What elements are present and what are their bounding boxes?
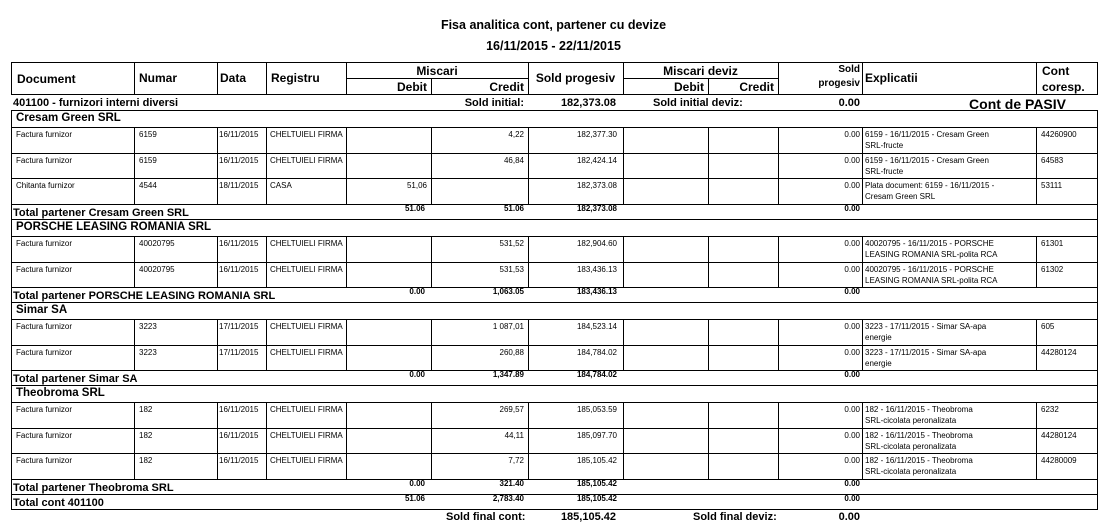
explicatie-line1: 6159 - 16/11/2015 - Cresam Green bbox=[865, 130, 989, 139]
table-row-border bbox=[11, 453, 1098, 454]
explicatie-line1: 3223 - 17/11/2015 - Simar SA-apa bbox=[865, 347, 987, 357]
partner-total-sold: 184,784.02 bbox=[576, 370, 617, 379]
doc-type: Factura furnizor bbox=[16, 405, 73, 414]
partner-name: PORSCHE LEASING ROMANIA SRL bbox=[16, 221, 212, 233]
col-header-sold-progesiv: Sold progesiv bbox=[535, 71, 616, 85]
column-divider bbox=[623, 127, 624, 204]
doc-type: Factura furnizor bbox=[16, 239, 73, 248]
explicatie-line2: Cresam Green SRL bbox=[865, 192, 936, 201]
explicatie-line2: energie bbox=[865, 333, 892, 342]
column-divider bbox=[528, 127, 529, 204]
doc-registry: CHELTUIELI FIRMA bbox=[270, 155, 343, 165]
column-divider bbox=[778, 127, 779, 204]
sold-deviz-value: 0.00 bbox=[844, 347, 860, 357]
col-header-registru: Registru bbox=[271, 71, 320, 85]
header-column-divider bbox=[266, 62, 267, 95]
column-divider bbox=[778, 319, 779, 370]
partner-total-sold: 185,105.42 bbox=[576, 479, 617, 488]
column-divider bbox=[623, 402, 624, 479]
partner-name: Theobroma SRL bbox=[16, 387, 105, 399]
col-header-credit: Credit bbox=[489, 80, 524, 94]
table-row-border bbox=[11, 262, 1098, 263]
column-divider bbox=[778, 236, 779, 287]
explicatie-line2: SRL-cicolata peronalizata bbox=[865, 416, 957, 425]
credit-value: 4,22 bbox=[508, 130, 524, 139]
doc-number: 182 bbox=[139, 405, 153, 414]
doc-number: 4544 bbox=[139, 181, 157, 190]
partner-total-sold-deviz: 0.00 bbox=[844, 370, 860, 379]
explicatie-line1: 182 - 16/11/2015 - Theobroma bbox=[865, 405, 973, 414]
credit-value: 1 087,01 bbox=[492, 322, 524, 331]
column-divider bbox=[528, 402, 529, 479]
sold-final-deviz-label: Sold final deviz: bbox=[693, 511, 777, 523]
total-cont-border bbox=[11, 509, 1098, 510]
partner-total-credit: 1,063.05 bbox=[492, 287, 524, 296]
explicatie-line1: 40020795 - 16/11/2015 - PORSCHE bbox=[865, 264, 994, 274]
column-divider bbox=[346, 127, 347, 204]
doc-date: 16/11/2015 bbox=[219, 430, 259, 440]
sold-value: 182,373.08 bbox=[576, 181, 617, 190]
doc-date: 16/11/2015 bbox=[219, 130, 259, 139]
sold-value: 185,097.70 bbox=[576, 430, 617, 440]
partner-total-border bbox=[11, 219, 1098, 220]
explicatie-line2: SRL-cicolata peronalizata bbox=[865, 467, 957, 476]
column-divider bbox=[1036, 236, 1037, 287]
report-period: 16/11/2015 - 22/11/2015 bbox=[486, 39, 621, 53]
partner-total-sold: 182,373.08 bbox=[576, 204, 617, 213]
sold-deviz-value: 0.00 bbox=[844, 130, 860, 139]
sold-deviz-value: 0.00 bbox=[844, 155, 860, 165]
col-header-miscari: Miscari bbox=[416, 64, 458, 78]
cont-coresp-value: 64583 bbox=[1041, 155, 1064, 165]
table-row-border bbox=[11, 345, 1098, 346]
explicatie-line2: SRL-fructe bbox=[865, 166, 904, 176]
doc-registry: CHELTUIELI FIRMA bbox=[270, 456, 343, 465]
total-cont-credit: 2,783.40 bbox=[492, 494, 524, 503]
doc-number: 6159 bbox=[139, 155, 157, 165]
doc-registry: CHELTUIELI FIRMA bbox=[270, 130, 343, 139]
partner-total-sold-deviz: 0.00 bbox=[844, 287, 860, 296]
sold-value: 182,424.14 bbox=[576, 155, 617, 165]
doc-registry: CHELTUIELI FIRMA bbox=[270, 430, 343, 440]
table-row-border bbox=[11, 178, 1098, 179]
credit-value: 269,57 bbox=[499, 405, 524, 414]
table-row-border bbox=[11, 428, 1098, 429]
partner-total-debit: 51.06 bbox=[404, 204, 425, 213]
column-divider bbox=[528, 319, 529, 370]
doc-registry: CHELTUIELI FIRMA bbox=[270, 239, 343, 248]
sold-value: 185,105.42 bbox=[576, 456, 617, 465]
table-row-border bbox=[11, 153, 1098, 154]
table-left-border bbox=[11, 110, 12, 510]
col-header-sold-deviz: Sold bbox=[838, 64, 860, 75]
sold-final-deviz-value: 0.00 bbox=[838, 511, 860, 523]
header-column-divider bbox=[1097, 62, 1098, 95]
doc-registry: CHELTUIELI FIRMA bbox=[270, 347, 343, 357]
column-divider bbox=[862, 402, 863, 479]
partner-total-label: Total partener Cresam Green SRL bbox=[13, 207, 189, 219]
credit-value: 7,72 bbox=[508, 456, 524, 465]
doc-type: Factura furnizor bbox=[16, 322, 73, 331]
sold-initial-deviz-value: 0.00 bbox=[838, 97, 860, 109]
doc-number: 182 bbox=[139, 430, 153, 440]
sold-value: 182,377.30 bbox=[576, 130, 617, 139]
column-divider bbox=[431, 402, 432, 479]
sold-value: 183,436.13 bbox=[576, 264, 617, 274]
doc-number: 3223 bbox=[139, 322, 157, 331]
total-cont-debit: 51.06 bbox=[404, 494, 425, 503]
column-divider bbox=[1036, 127, 1037, 204]
doc-registry: CASA bbox=[270, 181, 292, 190]
column-divider bbox=[266, 402, 267, 479]
cont-coresp-value: 53111 bbox=[1041, 181, 1063, 190]
column-divider bbox=[778, 402, 779, 479]
credit-value: 44,11 bbox=[504, 430, 524, 440]
sold-initial-label: Sold initial: bbox=[464, 97, 524, 109]
partner-total-credit: 51.06 bbox=[503, 204, 524, 213]
column-divider bbox=[708, 127, 709, 204]
explicatie-line1: Plata document: 6159 - 16/11/2015 - bbox=[865, 181, 995, 190]
column-divider bbox=[1036, 402, 1037, 479]
doc-registry: CHELTUIELI FIRMA bbox=[270, 322, 343, 331]
partner-border bbox=[11, 236, 1098, 237]
cont-coresp-value: 61301 bbox=[1041, 239, 1064, 248]
cont-coresp-value: 6232 bbox=[1041, 405, 1059, 414]
doc-type: Factura furnizor bbox=[16, 456, 73, 465]
sold-deviz-value: 0.00 bbox=[844, 181, 860, 190]
column-divider bbox=[266, 319, 267, 370]
sold-initial-deviz-label: Sold initial deviz: bbox=[653, 97, 743, 109]
explicatie-line2: SRL-cicolata peronalizata bbox=[865, 441, 957, 451]
total-cont-sold-deviz: 0.00 bbox=[844, 494, 860, 503]
doc-number: 182 bbox=[139, 456, 153, 465]
sold-deviz-value: 0.00 bbox=[844, 322, 860, 331]
column-divider bbox=[346, 319, 347, 370]
sold-deviz-value: 0.00 bbox=[844, 405, 860, 414]
partner-total-debit: 0.00 bbox=[409, 287, 425, 296]
partner-total-label: Total partener PORSCHE LEASING ROMANIA SRL bbox=[13, 290, 276, 302]
partner-total-sold-deviz: 0.00 bbox=[844, 204, 860, 213]
column-divider bbox=[431, 236, 432, 287]
credit-value: 46,84 bbox=[503, 155, 524, 165]
column-divider bbox=[134, 402, 135, 479]
doc-number: 6159 bbox=[139, 130, 157, 139]
column-divider bbox=[623, 319, 624, 370]
column-divider bbox=[346, 236, 347, 287]
doc-date: 16/11/2015 bbox=[219, 456, 259, 465]
column-divider bbox=[346, 402, 347, 479]
partner-border bbox=[11, 319, 1098, 320]
debit-value: 51,06 bbox=[406, 181, 427, 190]
doc-type: Factura furnizor bbox=[16, 130, 73, 139]
partner-total-label: Total partener Simar SA bbox=[13, 373, 138, 385]
column-divider bbox=[134, 236, 135, 287]
explicatie-line1: 40020795 - 16/11/2015 - PORSCHE bbox=[865, 239, 994, 248]
doc-number: 40020795 bbox=[139, 239, 175, 248]
column-divider bbox=[708, 402, 709, 479]
cont-coresp-value: 605 bbox=[1041, 322, 1055, 331]
column-divider bbox=[266, 127, 267, 204]
sold-value: 185,053.59 bbox=[576, 405, 617, 414]
doc-type: Factura furnizor bbox=[16, 430, 73, 440]
header-bottom-border bbox=[11, 94, 1098, 95]
sold-deviz-value: 0.00 bbox=[844, 239, 860, 248]
explicatie-line1: 182 - 16/11/2015 - Theobroma bbox=[865, 456, 973, 465]
partner-total-border bbox=[11, 385, 1098, 386]
sold-value: 184,784.02 bbox=[576, 347, 617, 357]
partner-total-debit: 0.00 bbox=[409, 370, 425, 379]
column-divider bbox=[431, 319, 432, 370]
column-divider bbox=[623, 236, 624, 287]
column-divider bbox=[134, 319, 135, 370]
doc-type: Chitanta furnizor bbox=[16, 181, 75, 190]
doc-registry: CHELTUIELI FIRMA bbox=[270, 405, 343, 414]
partner-total-border bbox=[11, 302, 1098, 303]
column-divider bbox=[266, 236, 267, 287]
header-column-divider bbox=[11, 62, 12, 95]
header-column-divider bbox=[1036, 62, 1037, 95]
sold-initial-value: 182,373.08 bbox=[560, 97, 616, 109]
column-divider bbox=[708, 319, 709, 370]
cont-coresp-value: 61302 bbox=[1041, 264, 1064, 274]
sold-deviz-value: 0.00 bbox=[844, 430, 860, 440]
cont-coresp-value: 44280009 bbox=[1041, 456, 1077, 465]
header-mid-border bbox=[346, 78, 529, 79]
doc-date: 18/11/2015 bbox=[219, 181, 259, 190]
doc-date: 17/11/2015 bbox=[219, 322, 259, 331]
explicatie-line1: 6159 - 16/11/2015 - Cresam Green bbox=[865, 155, 989, 165]
cont-coresp-value: 44280124 bbox=[1041, 430, 1077, 440]
col-header-data: Data bbox=[220, 71, 247, 85]
report-title: Fisa analitica cont, partener cu devize bbox=[440, 18, 667, 32]
explicatie-line2: SRL-fructe bbox=[865, 141, 904, 150]
column-divider bbox=[862, 319, 863, 370]
doc-date: 16/11/2015 bbox=[219, 264, 259, 274]
column-divider bbox=[862, 236, 863, 287]
col-header-debit: Debit bbox=[397, 80, 427, 94]
col-header-cont: Cont bbox=[1042, 64, 1070, 78]
column-divider bbox=[862, 127, 863, 204]
column-divider bbox=[1036, 319, 1037, 370]
explicatie-line2: LEASING ROMANIA SRL-polita RCA bbox=[865, 250, 998, 259]
partner-total-sold-deviz: 0.00 bbox=[844, 479, 860, 488]
column-divider bbox=[528, 236, 529, 287]
doc-type: Factura furnizor bbox=[16, 347, 73, 357]
doc-date: 16/11/2015 bbox=[219, 239, 259, 248]
col-header-explicatii: Explicatii bbox=[865, 71, 918, 85]
col-header-debit-deviz: Debit bbox=[674, 80, 704, 94]
doc-date: 16/11/2015 bbox=[219, 155, 259, 165]
column-divider bbox=[217, 127, 218, 204]
col-header-document: Document bbox=[17, 72, 76, 86]
column-divider bbox=[217, 236, 218, 287]
sold-value: 182,904.60 bbox=[576, 239, 617, 248]
partner-total-sold: 183,436.13 bbox=[576, 287, 617, 296]
column-divider bbox=[708, 236, 709, 287]
col-header-miscari-deviz: Miscari deviz bbox=[663, 64, 738, 78]
partner-total-debit: 0.00 bbox=[409, 479, 425, 488]
header-top-border bbox=[11, 62, 1098, 63]
column-divider bbox=[217, 319, 218, 370]
credit-value: 531,53 bbox=[499, 264, 524, 274]
sold-final-label: Sold final cont: bbox=[446, 511, 526, 523]
sold-value: 184,523.14 bbox=[576, 322, 617, 331]
partner-total-label: Total partener Theobroma SRL bbox=[13, 482, 174, 494]
partner-total-credit: 1,347.89 bbox=[492, 370, 524, 379]
sold-deviz-value: 0.00 bbox=[844, 264, 860, 274]
cont-coresp-value: 44260900 bbox=[1041, 130, 1077, 139]
col-header-credit-deviz: Credit bbox=[739, 80, 774, 94]
account-label: 401100 - furnizori interni diversi bbox=[13, 97, 179, 109]
account-type: Cont de PASIV bbox=[969, 96, 1066, 112]
partner-border bbox=[11, 402, 1098, 403]
doc-date: 16/11/2015 bbox=[219, 405, 259, 414]
partner-border bbox=[11, 127, 1098, 128]
credit-value: 260,88 bbox=[499, 347, 524, 357]
sold-deviz-value: 0.00 bbox=[844, 456, 860, 465]
col-header-sold-deviz: progesiv bbox=[818, 78, 860, 89]
col-header-numar: Numar bbox=[139, 71, 178, 85]
explicatie-line2: energie bbox=[865, 358, 892, 368]
header-column-divider bbox=[217, 62, 218, 95]
partner-name: Cresam Green SRL bbox=[16, 112, 121, 124]
explicatie-line1: 3223 - 17/11/2015 - Simar SA-apa bbox=[865, 322, 987, 331]
header-mid-border bbox=[623, 78, 779, 79]
explicatie-line1: 182 - 16/11/2015 - Theobroma bbox=[865, 430, 973, 440]
column-divider bbox=[134, 127, 135, 204]
header-column-divider bbox=[134, 62, 135, 95]
partner-total-credit: 321.40 bbox=[499, 479, 524, 488]
column-divider bbox=[217, 402, 218, 479]
explicatie-line2: LEASING ROMANIA SRL-polita RCA bbox=[865, 275, 998, 285]
column-divider bbox=[431, 127, 432, 204]
sold-final-value: 185,105.42 bbox=[560, 511, 616, 523]
total-cont-sold: 185,105.42 bbox=[576, 494, 617, 503]
partner-name: Simar SA bbox=[16, 304, 68, 316]
doc-type: Factura furnizor bbox=[16, 264, 73, 274]
col-header-coresp: coresp. bbox=[1042, 80, 1085, 94]
cont-coresp-value: 44280124 bbox=[1041, 347, 1077, 357]
doc-number: 40020795 bbox=[139, 264, 175, 274]
doc-registry: CHELTUIELI FIRMA bbox=[270, 264, 343, 274]
total-cont-label: Total cont 401100 bbox=[13, 497, 104, 509]
header-column-divider bbox=[862, 62, 863, 95]
doc-number: 3223 bbox=[139, 347, 157, 357]
doc-type: Factura furnizor bbox=[16, 155, 73, 165]
credit-value: 531,52 bbox=[499, 239, 524, 248]
doc-date: 17/11/2015 bbox=[219, 347, 259, 357]
table-right-border bbox=[1097, 110, 1098, 510]
